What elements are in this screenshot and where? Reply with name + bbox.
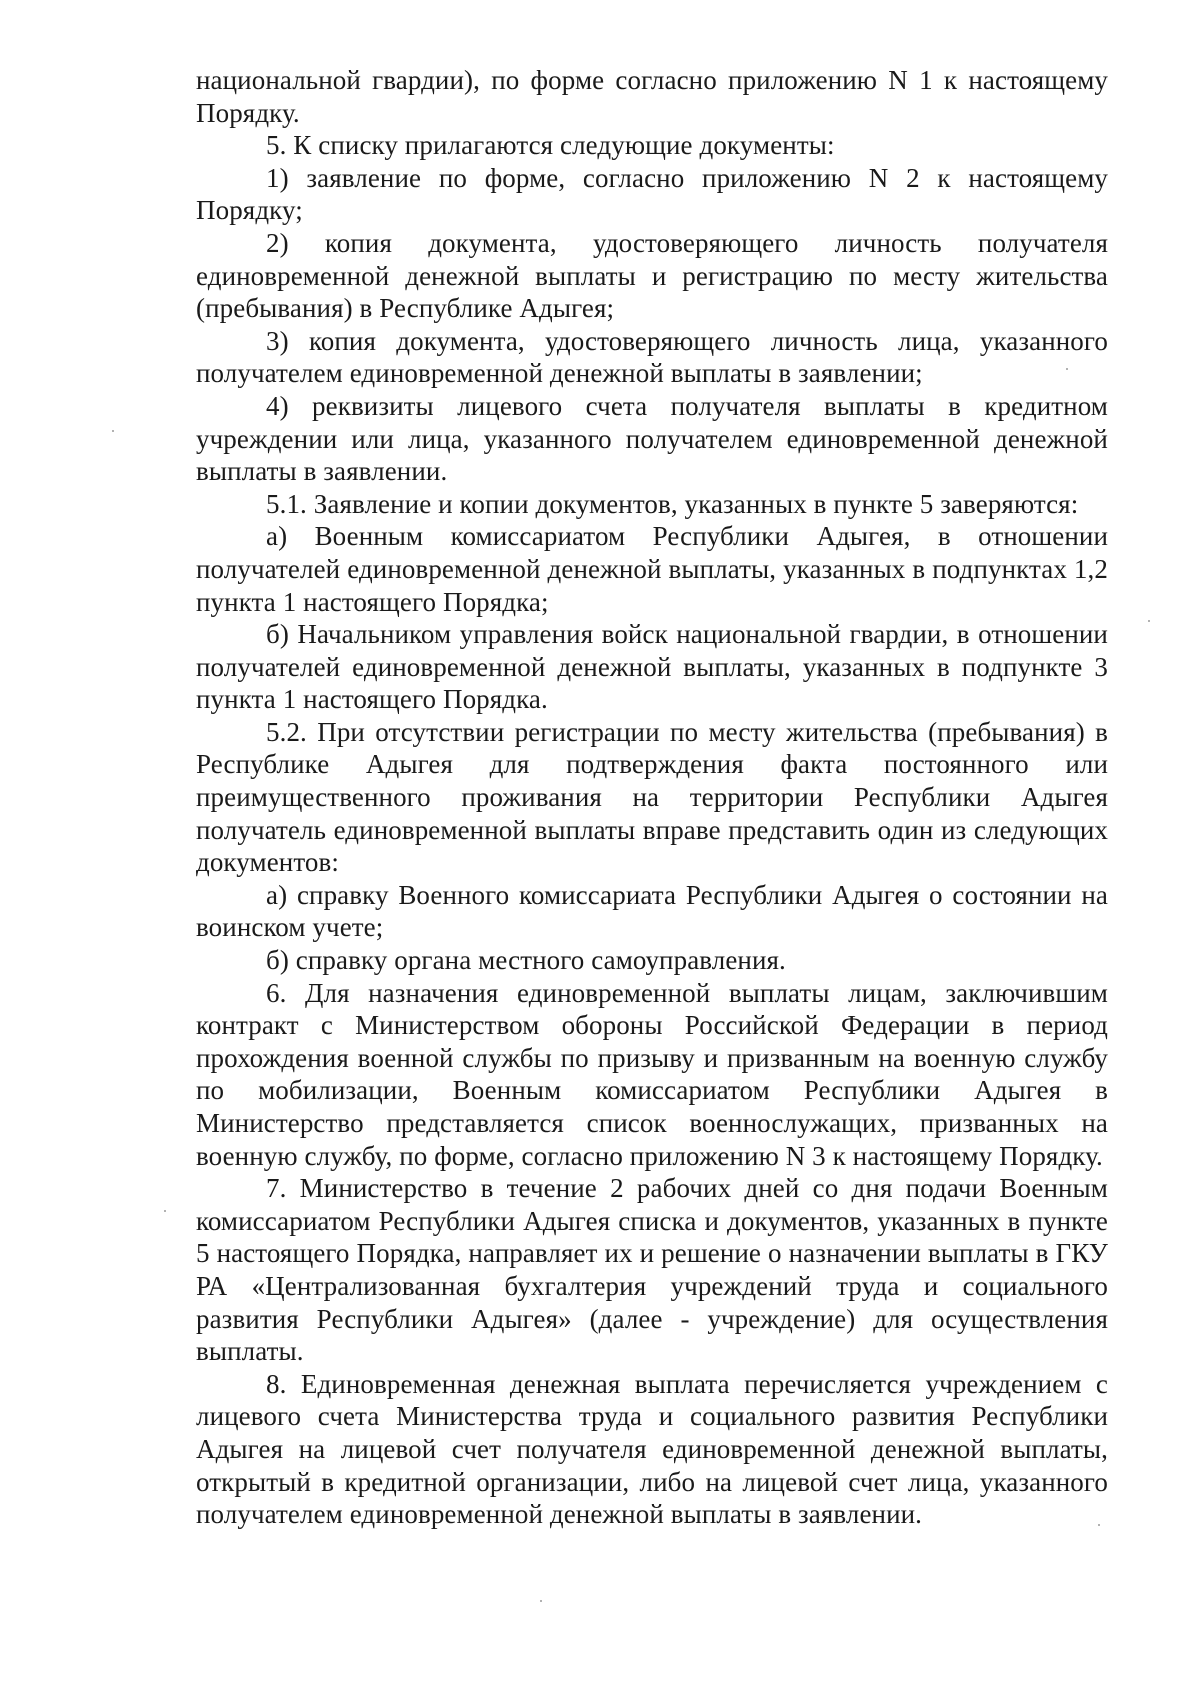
scan-speck [164,1210,166,1212]
paragraph-continuation: национальной гвардии), по форме согласно приложению N 1 к настоящему Порядку. [196,65,1108,128]
paragraph-item-5.2-b: б) справку органа местного самоуправления. [266,945,786,976]
paragraph-item-5.1: 5.1. Заявление и копии документов, указанных в пункте 5 заверяются: [266,488,1079,519]
scan-speck [1098,1524,1100,1526]
scan-speck [112,430,114,432]
paragraph-item-5-3: 3) копия документа, удостоверяющего личность лица, указанного получателем единовременной денежной выплаты в заявлении; [196,325,1108,389]
document-body [196,64,1108,1531]
paragraph-item-8: 8. Единовременная денежная выплата перечисляется учреждением с лицевого счета Министерства труда и социального развития Республики Адыгея на лицевой счет получателя единовременной денежной выплаты, открытый в кредитной организации, либо на лицевой счет лица, указанного получателем единовременной денежной выплаты в заявлении. [196,1368,1108,1530]
scan-speck [1148,620,1150,622]
paragraph-item-7: 7. Министерство в течение 2 рабочих дней со дня подачи Военным комиссариатом Республики Адыгея списка и документов, указанных в пункте 5 настоящего Порядка, направляет их и решение о назначении выплаты в ГКУ РА «Централизованная бухгалтерия учреждений труда и социального развития Республики Адыгея» (далее - учреждение) для осуществления выплаты. [196,1173,1108,1367]
scan-speck [1066,368,1068,370]
paragraph-item-5-4: 4) реквизиты лицевого счета получателя выплаты в кредитном учреждении или лица, указанного получателем единовременной денежной выплаты в заявлении. [196,390,1108,487]
paragraph-item-5.1-b: б) Начальником управления войск национальной гвардии, в отношении получателей единовременной денежной выплаты, указанных в подпункте 3 пункта 1 настоящего Порядка. [196,619,1108,715]
paragraph-item-5.2-a: а) справку Военного комиссариата Республики Адыгея о состоянии на воинском учете; [196,879,1108,943]
paragraph-item-5.2: 5.2. При отсутствии регистрации по месту жительства (пребывания) в Республике Адыгея для подтверждения факта постоянного или преимущественного проживания на территории Республики Адыгея получатель единовременной выплаты вправе представить один из следующих документов: [196,716,1108,878]
paragraph-item-5: 5. К списку прилагаются следующие документы: [266,130,835,161]
paragraph-item-5-1: 1) заявление по форме, согласно приложению N 2 к настоящему Порядку; [196,162,1108,226]
scan-speck [540,1600,542,1602]
paragraph-item-6: 6. Для назначения единовременной выплаты лицам, заключившим контракт с Министерством обороны Российской Федерации в период прохождения военной службы по призыву и призванным на военную службу по мобилизации, Военным комиссариатом Республики Адыгея в Министерство представляется список военнослужащих, призванных на военную службу, по форме, согласно приложению N 3 к настоящему Порядку. [196,977,1108,1171]
paragraph-item-5-2: 2) копия документа, удостоверяющего личность получателя единовременной денежной выплаты и регистрацию по месту жительства (пребывания) в Республике Адыгея; [196,227,1108,324]
paragraph-item-5.1-a: а) Военным комиссариатом Республики Адыгея, в отношении получателей единовременной денежной выплаты, указанных в подпунктах 1,2 пункта 1 настоящего Порядка; [196,521,1108,617]
